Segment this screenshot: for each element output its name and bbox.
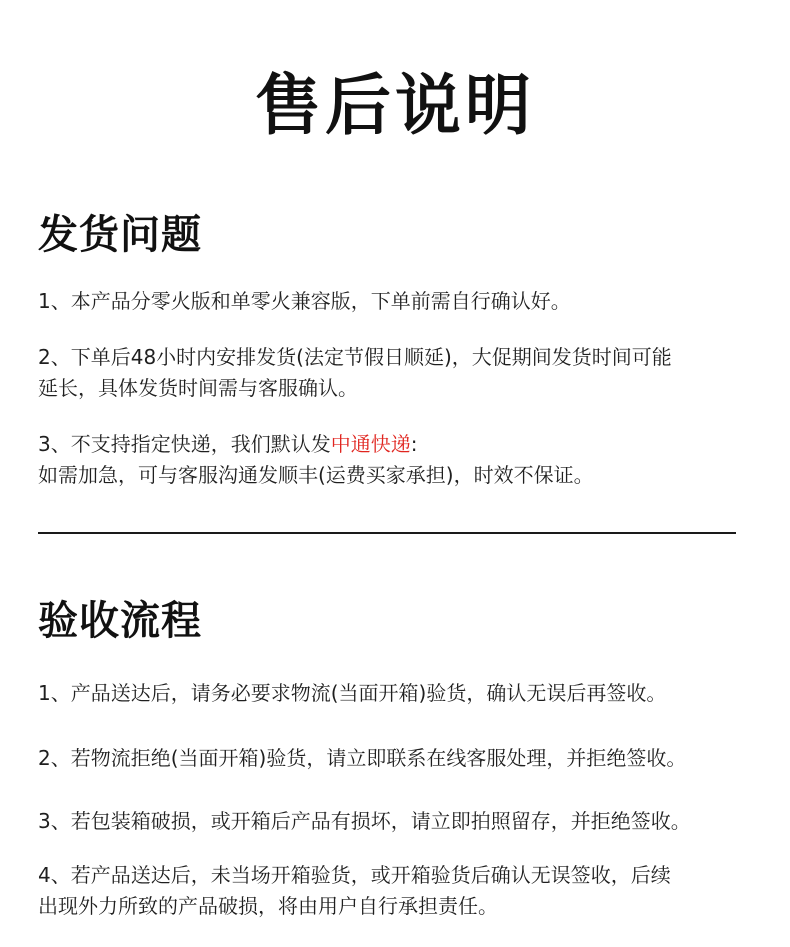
inspection-item-3-text: 3、若包装箱破损，或开箱后产品有损坏，请立即拍照留存，并拒绝签收。 — [38, 809, 691, 833]
inspection-item-4-line-1: 4、若产品送达后，未当场开箱验货，或开箱验货后确认无误签收，后续 — [38, 863, 671, 887]
inspection-item-4-line-2: 出现外力所致的产品破损，将由用户自行承担责任。 — [38, 894, 498, 918]
page-title: 售后说明 — [255, 67, 535, 144]
courier-name-highlight: 中通快递 — [330, 432, 411, 456]
inspection-item-2-text: 2、若物流拒绝(当面开箱)验货，请立即联系在线客服处理，并拒绝签收。 — [38, 746, 687, 770]
shipping-item-3-suffix: : — [410, 432, 418, 456]
shipping-item-3-line-1 — [38, 429, 758, 460]
inspection-item-2 — [38, 743, 758, 774]
inspection-item-1-text: 1、产品送达后，请务必要求物流(当面开箱)验货，确认无误后再签收。 — [38, 681, 667, 705]
shipping-item-1-text: 1、本产品分零火版和单零火兼容版，下单前需自行确认好。 — [38, 289, 571, 313]
shipping-heading: 发货问题 — [38, 212, 202, 258]
inspection-item-3 — [38, 806, 758, 837]
inspection-item-4 — [38, 860, 758, 922]
shipping-item-3-prefix: 3、不支持指定快递，我们默认发 — [38, 432, 331, 456]
inspection-item-1 — [38, 678, 758, 709]
shipping-item-2 — [38, 342, 758, 404]
shipping-item-3-line-2: 如需加急，可与客服沟通发顺丰(运费买家承担)，时效不保证。 — [38, 463, 594, 487]
section-divider — [38, 532, 736, 534]
shipping-item-2-line-2: 延长，具体发货时间需与客服确认。 — [38, 376, 358, 400]
shipping-item-1 — [38, 286, 758, 317]
shipping-item-2-line-1: 2、下单后48小时内安排发货(法定节假日顺延)，大促期间发货时间可能 — [38, 345, 672, 369]
shipping-item-3 — [38, 429, 758, 491]
inspection-heading: 验收流程 — [38, 598, 202, 644]
